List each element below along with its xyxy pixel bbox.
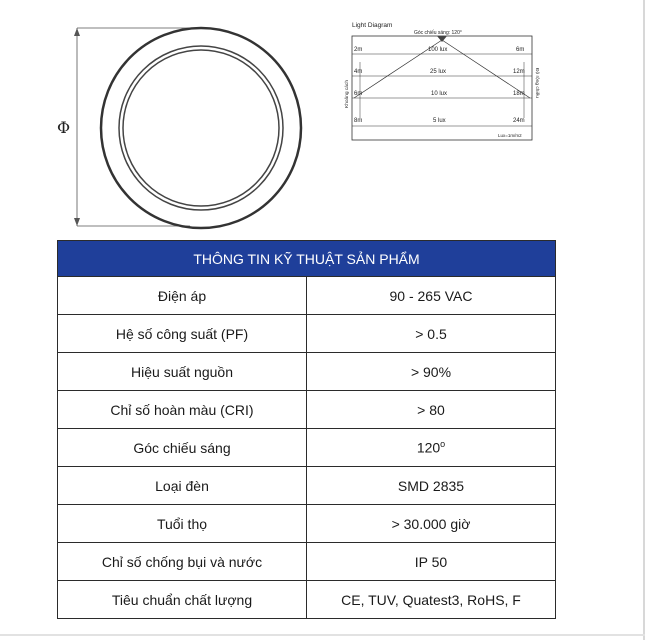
table-row bbox=[58, 505, 556, 543]
dimension-arrow-top bbox=[74, 28, 80, 36]
light-diagram-title: Light Diagram bbox=[352, 22, 393, 29]
spec-value: > 90% bbox=[307, 353, 556, 391]
diameter-symbol: Φ bbox=[57, 118, 71, 137]
row-width: 12m bbox=[513, 69, 525, 75]
row-lux: 100 lux bbox=[428, 47, 448, 53]
spec-name: Tiêu chuẩn chất lượng bbox=[58, 581, 307, 619]
spec-name: Chỉ số chống bụi và nước bbox=[58, 543, 307, 581]
spec-value: CE, TUV, Quatest3, RoHS, F bbox=[307, 581, 556, 619]
lux-unit-note: Lux=1m/m2 bbox=[498, 133, 522, 138]
row-distance: 6m bbox=[354, 91, 363, 97]
table-row bbox=[58, 543, 556, 581]
degree-superscript: o bbox=[440, 439, 446, 450]
row-width: 24m bbox=[513, 118, 525, 124]
spec-name: Chỉ số hoàn màu (CRI) bbox=[58, 391, 307, 429]
table-title: THÔNG TIN KỸ THUẬT SẢN PHẨM bbox=[58, 241, 556, 277]
row-lux: 10 lux bbox=[431, 91, 448, 97]
inner-ring bbox=[123, 50, 279, 206]
spec-name: Góc chiếu sáng bbox=[58, 429, 307, 467]
spec-value: SMD 2835 bbox=[307, 467, 556, 505]
spec-name: Điện áp bbox=[58, 277, 307, 315]
row-distance: 2m bbox=[354, 47, 363, 53]
table-row bbox=[58, 429, 556, 467]
table-row bbox=[58, 277, 556, 315]
spec-value: 120 bbox=[416, 439, 441, 456]
spec-value: > 30.000 giờ bbox=[307, 505, 556, 543]
table-row bbox=[58, 353, 556, 391]
left-axis-label: Khoảng cách bbox=[345, 79, 350, 108]
spec-value: IP 50 bbox=[307, 543, 556, 581]
row-distance: 4m bbox=[354, 69, 363, 75]
table-row bbox=[58, 391, 556, 429]
table-row bbox=[58, 467, 556, 505]
page-bottom-edge bbox=[0, 634, 645, 636]
right-axis-label: Độ rộng chiếu bbox=[534, 68, 539, 98]
row-width: 18m bbox=[513, 91, 525, 97]
lamp-marker bbox=[437, 36, 447, 42]
table-row bbox=[58, 581, 556, 619]
dimension-arrow-bottom bbox=[74, 218, 80, 226]
product-outline-drawing bbox=[50, 18, 330, 236]
spec-value: > 80 bbox=[307, 391, 556, 429]
outer-ring bbox=[101, 28, 301, 228]
spec-value: > 0.5 bbox=[307, 315, 556, 353]
spec-value: 90 - 265 VAC bbox=[307, 277, 556, 315]
spec-name: Loại đèn bbox=[58, 467, 307, 505]
row-distance: 8m bbox=[354, 118, 363, 124]
row-lux: 5 lux bbox=[433, 118, 446, 124]
beam-angle-label: Góc chiếu sáng: 120° bbox=[414, 30, 462, 36]
spec-name: Tuổi thọ bbox=[58, 505, 307, 543]
row-lux: 25 lux bbox=[430, 69, 447, 75]
middle-ring bbox=[119, 46, 283, 210]
table-row bbox=[58, 315, 556, 353]
row-width: 6m bbox=[516, 47, 525, 53]
spec-name: Hiệu suất nguồn bbox=[58, 353, 307, 391]
spec-name: Hệ số công suất (PF) bbox=[58, 315, 307, 353]
light-diagram bbox=[340, 18, 540, 148]
spec-value-cell bbox=[307, 429, 556, 467]
spec-table bbox=[57, 240, 556, 619]
table-header-row bbox=[58, 241, 556, 277]
